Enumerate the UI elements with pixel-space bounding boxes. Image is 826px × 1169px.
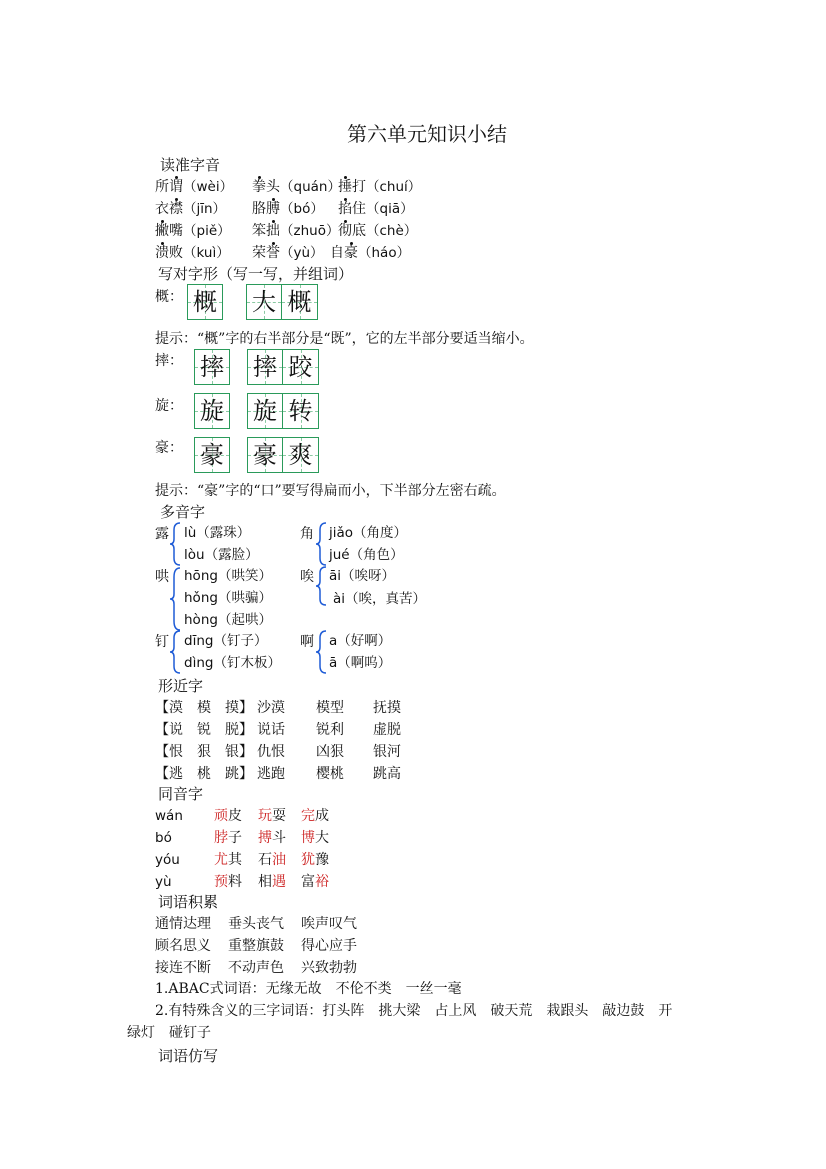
idiom: 垂头丧气 <box>228 916 284 932</box>
section-heading-glyphs: 写对字形（写一写，并组词） <box>158 265 354 283</box>
writing-grid-word: 大 概 <box>246 284 318 320</box>
brace-icon <box>170 522 182 566</box>
polyphone-reading: jiǎo（角度） <box>329 525 408 541</box>
pinyin: （qiā） <box>366 201 414 217</box>
polyphone-reading: āi（唉呀） <box>329 568 396 584</box>
example-word: 仇恨 <box>257 744 285 760</box>
homophone-word: 石油 <box>258 852 286 868</box>
pronunciation-item <box>252 177 341 197</box>
polyphone-reading: dīng（钉子） <box>184 633 268 649</box>
brace-icon <box>316 630 328 674</box>
writing-grid-word: 摔 跤 <box>247 349 319 385</box>
homophone-pinyin: wán <box>155 808 183 824</box>
homophone-pinyin: bó <box>155 830 172 846</box>
idiom: 通情达理 <box>155 916 211 932</box>
word: 掐住 <box>338 201 366 217</box>
example-word: 虚脱 <box>373 722 401 738</box>
pinyin: （jīn） <box>183 201 227 217</box>
example-word: 跳高 <box>373 766 401 782</box>
polyphone-reading: jué（角色） <box>329 547 404 563</box>
pinyin: （háo） <box>358 245 411 261</box>
pinyin: （kuì） <box>183 245 230 261</box>
word: 彻底 <box>338 223 366 239</box>
polyphone-reading: ài（唉，真苦） <box>333 591 427 607</box>
idiom: 重整旗鼓 <box>228 938 284 954</box>
polyphone-reading: hōng（哄笑） <box>184 568 272 584</box>
pinyin: （bó） <box>280 201 324 217</box>
polyphone-reading: lù（露珠） <box>184 525 251 541</box>
polyphone-reading: hǒng（哄骗） <box>184 590 272 606</box>
brace-icon <box>316 566 328 606</box>
char-label: 概： <box>155 289 183 305</box>
section-heading-pronunciation: 读准字音 <box>160 156 221 174</box>
pinyin: （piě） <box>183 223 231 239</box>
pronunciation-item <box>155 177 233 197</box>
brace-icon <box>170 630 182 674</box>
idiom: 唉声叹气 <box>301 916 357 932</box>
homophone-pinyin: yóu <box>155 852 180 868</box>
homophone-word: 完成 <box>301 808 329 824</box>
char-label: 旋： <box>155 398 183 414</box>
word: 自豪 <box>330 245 358 261</box>
writing-grid-word: 豪 爽 <box>247 437 319 473</box>
word: 胳膊 <box>252 201 280 217</box>
char-set: 【逃 桃 跳】 <box>155 766 253 782</box>
pronunciation-item <box>330 243 410 263</box>
pronunciation-item <box>252 243 324 263</box>
char-label: 摔： <box>155 353 183 369</box>
idiom: 接连不断 <box>155 960 211 976</box>
pronunciation-item <box>155 199 226 219</box>
tip-text: 提示：“概”字的右半部分是“既”，它的左半部分要适当缩小。 <box>155 331 534 347</box>
homophone-word: 相遇 <box>258 874 286 890</box>
section-heading-homophones: 同音字 <box>158 785 204 803</box>
word: 溃败 <box>155 245 183 261</box>
section-heading-similar-chars: 形近字 <box>158 677 204 695</box>
polyphone-reading: a（好啊） <box>329 633 392 649</box>
example-word: 樱桃 <box>316 766 344 782</box>
pronunciation-item <box>338 199 414 219</box>
writing-grid-single: 豪 <box>194 437 230 473</box>
word: 所谓 <box>155 179 183 195</box>
word: 笨拙 <box>252 223 280 239</box>
polyphone-reading: lòu（露脸） <box>184 547 259 563</box>
three-char-words-cont: 绿灯 碰钉子 <box>127 1025 211 1041</box>
word: 衣襟 <box>155 201 183 217</box>
char-set: 【漠 模 摸】 <box>155 700 253 716</box>
word: 拳头 <box>252 179 280 195</box>
section-heading-imitation: 词语仿写 <box>158 1047 219 1065</box>
polyphone-char: 啊 <box>300 634 314 650</box>
example-word: 逃跑 <box>257 766 285 782</box>
polyphone-char: 钉 <box>155 634 169 650</box>
polyphone-char: 唉 <box>300 569 314 585</box>
pronunciation-item <box>155 221 231 241</box>
brace-icon <box>316 522 328 566</box>
polyphone-char: 露 <box>155 526 169 542</box>
three-char-words: 2.有特殊含义的三字词语：打头阵 挑大梁 占上风 破天荒 栽跟头 敲边鼓 开 <box>155 1003 673 1019</box>
pronunciation-item <box>252 221 339 241</box>
pinyin: （chuí） <box>366 179 422 195</box>
pinyin: （zhuō） <box>280 223 340 239</box>
pinyin: （chè） <box>366 223 418 239</box>
homophone-word: 搏斗 <box>258 830 286 846</box>
word: 荣誉 <box>252 245 280 261</box>
word: 撇嘴 <box>155 223 183 239</box>
polyphone-reading: ā（啊呜） <box>329 655 392 671</box>
example-word: 模型 <box>316 700 344 716</box>
word: 捶打 <box>338 179 366 195</box>
abac-words: 1.ABAC式词语：无缘无故 不伦不类 一丝一毫 <box>155 981 462 997</box>
homophone-word: 顽皮 <box>214 808 242 824</box>
example-word: 抚摸 <box>373 700 401 716</box>
idiom: 得心应手 <box>301 938 357 954</box>
char-label: 豪： <box>155 440 183 456</box>
homophone-word: 预料 <box>214 874 242 890</box>
homophone-word: 玩耍 <box>258 808 286 824</box>
polyphone-reading: hòng（起哄） <box>184 612 272 628</box>
homophone-word: 博大 <box>301 830 329 846</box>
polyphone-reading: dìng（钉木板） <box>184 655 281 671</box>
idiom: 不动声色 <box>228 960 284 976</box>
homophone-word: 尤其 <box>214 852 242 868</box>
page-title: 第六单元知识小结 <box>347 122 507 146</box>
homophone-word: 犹豫 <box>301 852 329 868</box>
example-word: 锐利 <box>316 722 344 738</box>
pinyin: （wèi） <box>183 179 234 195</box>
idiom: 顾名思义 <box>155 938 211 954</box>
example-word: 说话 <box>257 722 285 738</box>
section-heading-polyphones: 多音字 <box>160 503 206 521</box>
writing-grid-single: 概 <box>187 284 223 320</box>
pronunciation-item <box>338 221 417 241</box>
brace-icon <box>170 567 182 631</box>
homophone-pinyin: yù <box>155 874 172 890</box>
tip-text: 提示：“豪”字的“口”要写得扁而小，下半部分左密右疏。 <box>155 483 506 499</box>
pronunciation-item <box>252 199 324 219</box>
polyphone-char: 哄 <box>155 569 169 585</box>
pinyin: （yù） <box>280 245 324 261</box>
writing-grid-single: 摔 <box>194 349 230 385</box>
example-word: 沙漠 <box>257 700 285 716</box>
example-word: 银河 <box>373 744 401 760</box>
idiom: 兴致勃勃 <box>301 960 357 976</box>
pronunciation-item <box>338 177 421 197</box>
writing-grid-single: 旋 <box>194 393 230 429</box>
char-set: 【说 锐 脱】 <box>155 722 253 738</box>
char-set: 【恨 狠 银】 <box>155 744 253 760</box>
polyphone-char: 角 <box>300 526 314 542</box>
pinyin: （quán） <box>280 179 341 195</box>
pronunciation-item <box>155 243 230 263</box>
homophone-word: 脖子 <box>214 830 242 846</box>
section-heading-vocabulary: 词语积累 <box>158 893 219 911</box>
homophone-word: 富裕 <box>301 874 329 890</box>
example-word: 凶狠 <box>316 744 344 760</box>
writing-grid-word: 旋 转 <box>247 393 319 429</box>
